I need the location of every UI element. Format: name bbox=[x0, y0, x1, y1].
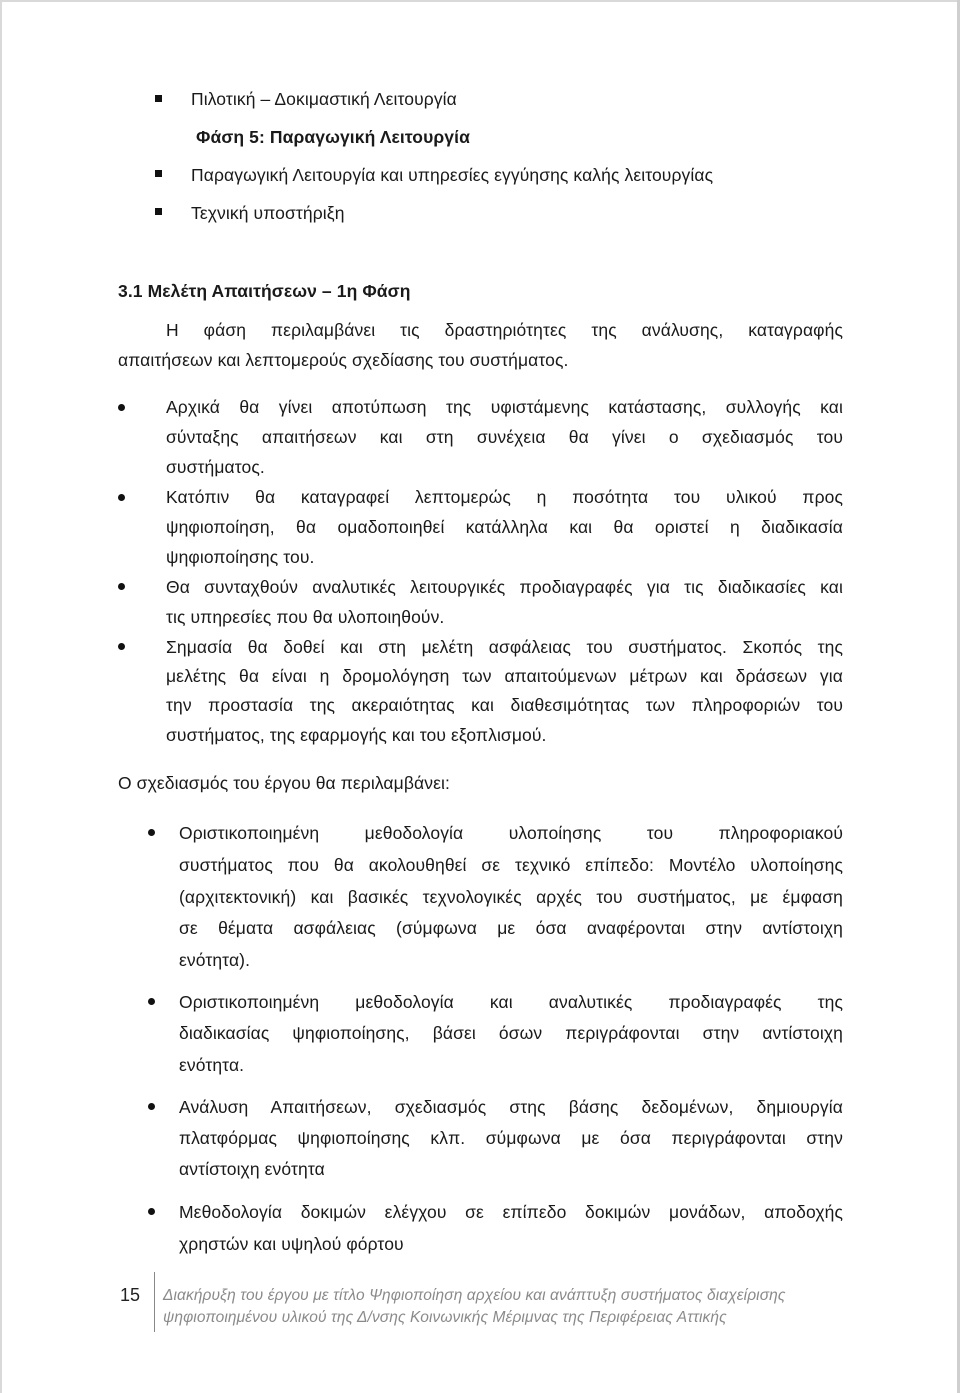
phase-list-item: Παραγωγική Λειτουργία και υπηρεσίες εγγύησης καλής λειτουργίας bbox=[191, 165, 714, 185]
bullet-dot-icon bbox=[148, 1208, 155, 1215]
bullet-line: Ανάλυση Απαιτήσεων, σχεδιασμός στης βάσης δεδομένων, δημιουργία bbox=[179, 1097, 843, 1117]
bullet-line: πλατφόρμας ψηφιοποίησης κλπ. σύμφωνα με όσα περιγράφονται στην bbox=[179, 1128, 843, 1148]
bullet-line: Σημασία θα δοθεί και στη μελέτη ασφάλειας του συστήματος. Σκοπός της bbox=[166, 637, 843, 657]
phase-list-item: Τεχνική υποστήριξη bbox=[191, 203, 345, 223]
square-bullet-icon bbox=[155, 95, 162, 102]
footer-line: Διακήρυξη του έργου με τίτλο Ψηφιοποίηση αρχείου και ανάπτυξη συστήματος διαχείρισης bbox=[163, 1287, 786, 1304]
bullet-line: Οριστικοποιημένη μεθοδολογία και αναλυτικές προδιαγραφές της bbox=[179, 992, 843, 1012]
bullet-line: Θα συνταχθούν αναλυτικές λειτουργικές προδιαγραφές για τις διαδικασίες και bbox=[166, 577, 843, 597]
footer-line: ψηφιοποιημένου υλικού της Δ/νσης Κοινωνικής Μέριμνας της Περιφέρειας Αττικής bbox=[163, 1309, 727, 1326]
bullet-line: μελέτης θα είναι η δρομολόγηση των απαιτούμενων μέτρων και δράσεων για bbox=[166, 666, 843, 686]
bullet-dot-icon bbox=[118, 583, 125, 590]
square-bullet-icon bbox=[155, 170, 162, 177]
bullet-line: ψηφιοποίησης του. bbox=[166, 547, 315, 567]
bullet-dot-icon bbox=[148, 1103, 155, 1110]
page-border-top bbox=[2, 0, 957, 2]
bullet-line: σύνταξης απαιτήσεων και στη συνέχεια θα γίνει ο σχεδιασμός του bbox=[166, 427, 843, 447]
bullet-line: ενότητα). bbox=[179, 950, 251, 970]
bullet-line: συστήματος. bbox=[166, 457, 265, 477]
bullet-line: Οριστικοποιημένη μεθοδολογία υλοποίησης του πληροφοριακού bbox=[179, 823, 843, 843]
bullet-line: ψηφιοποίηση, θα ομαδοποιηθεί κατάλληλα και θα οριστεί η διαδικασία bbox=[166, 517, 843, 537]
bullet-line: ενότητα. bbox=[179, 1055, 245, 1075]
design-intro: Ο σχεδιασμός του έργου θα περιλαμβάνει: bbox=[118, 773, 450, 793]
bullet-line: Αρχικά θα γίνει αποτύπωση της υφιστάμενης κατάστασης, συλλογής και bbox=[166, 397, 843, 417]
bullet-line: συστήματος που θα ακολουθηθεί σε τεχνικό επίπεδο: Μοντέλο υλοποίησης bbox=[179, 855, 843, 875]
bullet-line: αντίστοιχη ενότητα bbox=[179, 1159, 325, 1179]
bullet-line: διαδικασίας ψηφιοποίησης, βάσει όσων περιγράφονται στην αντίστοιχη bbox=[179, 1023, 843, 1043]
bullet-line: χρηστών και υψηλού φόρτου bbox=[179, 1234, 404, 1254]
bullet-line: Κατόπιν θα καταγραφεί λεπτομερώς η ποσότητα του υλικού προς bbox=[166, 487, 843, 507]
section-intro-line: απαιτήσεων και λεπτομερούς σχεδίασης του συστήματος. bbox=[118, 350, 569, 370]
bullet-dot-icon bbox=[118, 494, 125, 501]
bullet-line: συστήματος, της εφαρμογής και του εξοπλισμού. bbox=[166, 725, 547, 745]
footer-divider bbox=[154, 1272, 155, 1332]
bullet-line: τις υπηρεσίες που θα υλοποιηθούν. bbox=[166, 607, 445, 627]
section-intro-line: Η φάση περιλαμβάνει τις δραστηριότητες της ανάλυσης, καταγραφής bbox=[166, 320, 843, 340]
bullet-dot-icon bbox=[148, 998, 155, 1005]
page-number: 15 bbox=[120, 1285, 141, 1305]
phase-heading: Φάση 5: Παραγωγική Λειτουργία bbox=[196, 127, 470, 147]
bullet-line: σε θέματα ασφάλειας (σύμφωνα με όσα αναφέρονται στην αντίστοιχη bbox=[179, 918, 843, 938]
square-bullet-icon bbox=[155, 208, 162, 215]
bullet-dot-icon bbox=[148, 829, 155, 836]
bullet-dot-icon bbox=[118, 404, 125, 411]
bullet-line: Μεθοδολογία δοκιμών ελέγχου σε επίπεδο δοκιμών μονάδων, αποδοχής bbox=[179, 1202, 843, 1222]
page-border-left bbox=[0, 0, 2, 1393]
bullet-line: (αρχιτεκτονική) και βασικές τεχνολογικές αρχές του συστήματος, με έμφαση bbox=[179, 887, 843, 907]
bullet-line: την προστασία της ακεραιότητας και διαθεσιμότητας των πληροφοριών του bbox=[166, 695, 843, 715]
bullet-dot-icon bbox=[118, 643, 125, 650]
phase-list-item: Πιλοτική – Δοκιμαστική Λειτουργία bbox=[191, 89, 457, 109]
section-heading: 3.1 Μελέτη Απαιτήσεων – 1η Φάση bbox=[118, 281, 411, 301]
